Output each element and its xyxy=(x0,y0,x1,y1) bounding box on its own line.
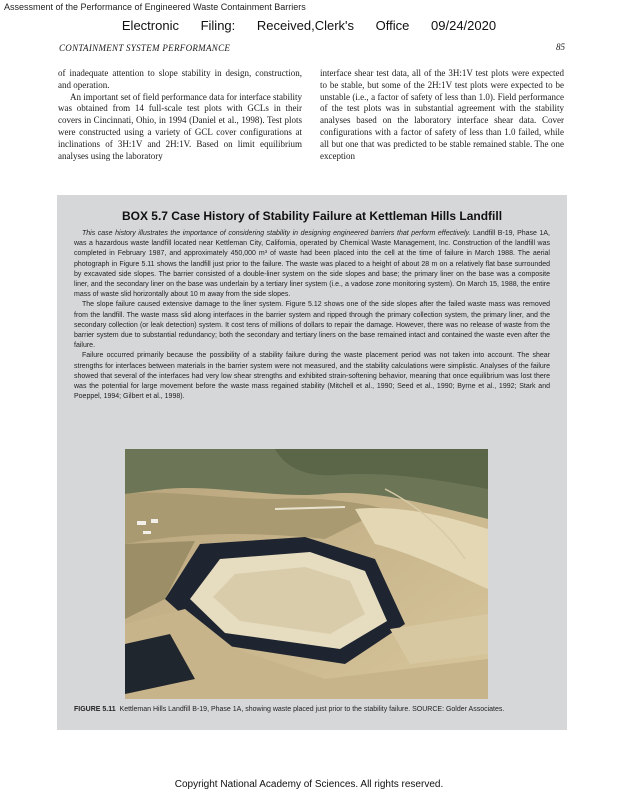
left-paragraph-1: of inadequate attention to slope stability in design, construction, and operation. xyxy=(58,68,302,90)
box-paragraph-1 xyxy=(74,229,550,300)
left-paragraph-2: An important set of field performance data for interface stability was obtained from 14 full-scale test plots with GCLs in their covers in Cincinnati, Ohio, in 1994 (Daniel et al., 1998). Test plots were constructed using a variety of GCL cover configurations at inclinations of 3H:1V and 2H:1V. Based on limit equilibrium analyses using the laboratory xyxy=(58,91,302,161)
box-intro: This case history illustrates the importance of considering stability in designing engineered barriers that perform effectively. xyxy=(82,230,471,237)
box-body xyxy=(74,229,550,402)
filing-received: Received,Clerk's xyxy=(256,18,355,33)
filing-electronic: Electronic xyxy=(121,18,179,33)
box-paragraph-1-text: Landfill B-19, Phase 1A, was a hazardous waste landfill located near Kettleman City, California, operated by Chemical Waste Management, Inc. Construction of the landfill was completed in February 1987, and approximately 450,000 m³ of waste had been placed into the cell at the time of failure in March 1988. The aerial photograph in Figure 5.11 shows the landfill just prior to the failure. The waste was placed to a height of about 28 m on a relatively flat base surrounded by excavated side slopes. The barrier consisted of a double-liner system on the side slopes and base; the primary liner on the base was a composite liner, and the secondary liner on the base was underlain by a tertiary liner system (i.e., a vadose zone monitoring system). On March 15, 1988, the entire mass of waste slid horizontally about 10 m away from the side slopes. xyxy=(74,230,550,299)
aerial-landfill-photo xyxy=(125,449,488,699)
filing-office: Office xyxy=(375,18,410,33)
document-title-header: Assessment of the Performance of Engineered Waste Containment Barriers xyxy=(4,2,306,12)
caption-text: Kettleman Hills Landfill B-19, Phase 1A, showing waste placed just prior to the stability failure. SOURCE: Golder Associates. xyxy=(119,706,505,713)
filing-label: Filing: xyxy=(200,18,236,33)
running-head: CONTAINMENT SYSTEM PERFORMANCE xyxy=(59,43,231,53)
box-title: BOX 5.7 Case History of Stability Failure at Kettleman Hills Landfill xyxy=(121,209,503,223)
left-column xyxy=(58,68,302,162)
case-history-box xyxy=(57,195,567,730)
box-paragraph-3: Failure occurred primarily because the possibility of a stability failure during the waste placement period was not taken into account. The shear strengths for interfaces between materials in the barrier system were not measured, and the stability calculations were simplistic. Analyses of the failure showed that several of the interfaces had very low shear strengths and exhibited strain-softening behavior, meaning that once equilibrium was lost there was the potential for large movement before the waste mass regained stability (Mitchell et al., 1990; Seed et al., 1990; Byrne et al., 1992; Stark and Poeppel, 1994; Gilbert et al., 1998). xyxy=(74,352,550,401)
copyright-footer: Copyright National Academy of Sciences. All rights reserved. xyxy=(174,779,444,790)
figure-caption xyxy=(74,706,550,713)
page-number: 85 xyxy=(556,42,565,52)
filing-date: 09/24/2020 xyxy=(431,18,497,33)
right-column xyxy=(320,68,564,162)
box-paragraph-2: The slope failure caused extensive damage to the liner system. Figure 5.12 shows one of the side slopes after the failed waste mass was removed from the landfill. The waste mass slid along interfaces in the barrier system and ripped through the primary collection system, the primary liner, and the secondary collection (or leak detection) system. It cost tens of millions of dollars to repair the damage. However, there was no release of waste from the barrier system due to substantial redundancy; both the secondary and tertiary liners on the base remained intact and contained the waste even after the failure. xyxy=(74,301,550,350)
filing-stamp xyxy=(0,18,618,33)
caption-label: FIGURE 5.11 xyxy=(74,706,116,713)
right-paragraph-1: interface shear test data, all of the 3H:1V test plots were expected to be stable, but some of the 2H:1V test plots were expected to be unstable (i.e., a factor of safety of less than 1.0). Field performance of the test plots was in substantial agreement with the stability analyses based on the laboratory interface shear data. Cover configurations with a factor of safety of less than 1.0 failed, while all but one that was predicted to be stable remained stable. The one exception xyxy=(320,68,564,161)
